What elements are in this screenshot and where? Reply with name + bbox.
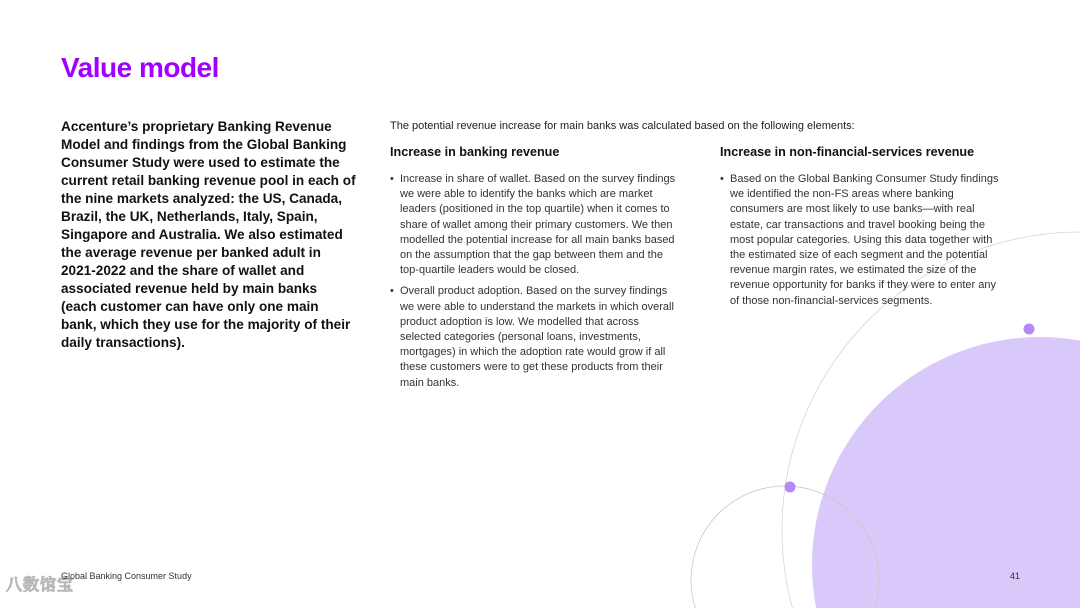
list-item — [720, 172, 1005, 309]
accent-dot-bottom — [785, 482, 796, 493]
page-number: 41 — [1010, 571, 1021, 581]
list-item-text: Increase in share of wallet. Based on the survey findings we were able to identify the banks which are market leaders (positioned in the top quartile) when it comes to share of wallet among their primary customers. We then modelled the potential increase for all main banks based on the assumption that the gap between them and the top-quartile leaders would be closed. — [400, 173, 676, 277]
watermark: 八数馆宝 — [6, 577, 75, 594]
banking-revenue-list — [390, 172, 680, 397]
bullet-icon: • — [720, 173, 724, 185]
list-item — [390, 172, 680, 278]
page-title: Value model — [61, 52, 219, 83]
footer-study-name: Global Banking Consumer Study — [61, 571, 192, 581]
bullet-icon: • — [390, 173, 394, 185]
accent-dot-top — [1024, 324, 1035, 335]
list-item-text: Overall product adoption. Based on the survey findings we were able to understand the markets in which overall product adoption is low. We modelled that across selected categories (personal loans, investments, mortgages) in which the adoption rate would grow if all these customers were to get these products from their main banks. — [400, 285, 674, 389]
large-lavender-circle — [812, 337, 1080, 608]
intro-paragraph: Accenture’s proprietary Banking Revenue Model and findings from the Global Banking Consumer Study were used to estimate the current retail banking revenue pool in each of the nine markets analyzed: the US, Canada, Brazil, the UK, Netherlands, Italy, Spain, Singapore and Australia. We also estimated the average revenue per banked adult in 2021-2022 and the share of wallet and associated revenue held by main banks (each customer can have only one main bank, which they use for the majority of their daily transactions). — [61, 119, 356, 350]
non-fs-revenue-heading: Increase in non-financial-services revenue — [720, 145, 975, 159]
list-item — [390, 284, 680, 390]
banking-revenue-heading: Increase in banking revenue — [390, 145, 560, 159]
lead-sentence: The potential revenue increase for main banks was calculated based on the following elements: — [390, 120, 855, 132]
list-item-text: Based on the Global Banking Consumer Study findings we identified the non-FS areas where banking consumers are most likely to use banks—with real estate, car transactions and travel booking being the most popular categories. Using this data together with the estimated size of each segment and the potential revenue margin rates, we estimated the size of the revenue opportunity for banks if they were to enter any of those non-financial-services segments. — [730, 173, 999, 307]
bullet-icon: • — [390, 285, 394, 298]
non-fs-revenue-list — [720, 172, 1005, 315]
